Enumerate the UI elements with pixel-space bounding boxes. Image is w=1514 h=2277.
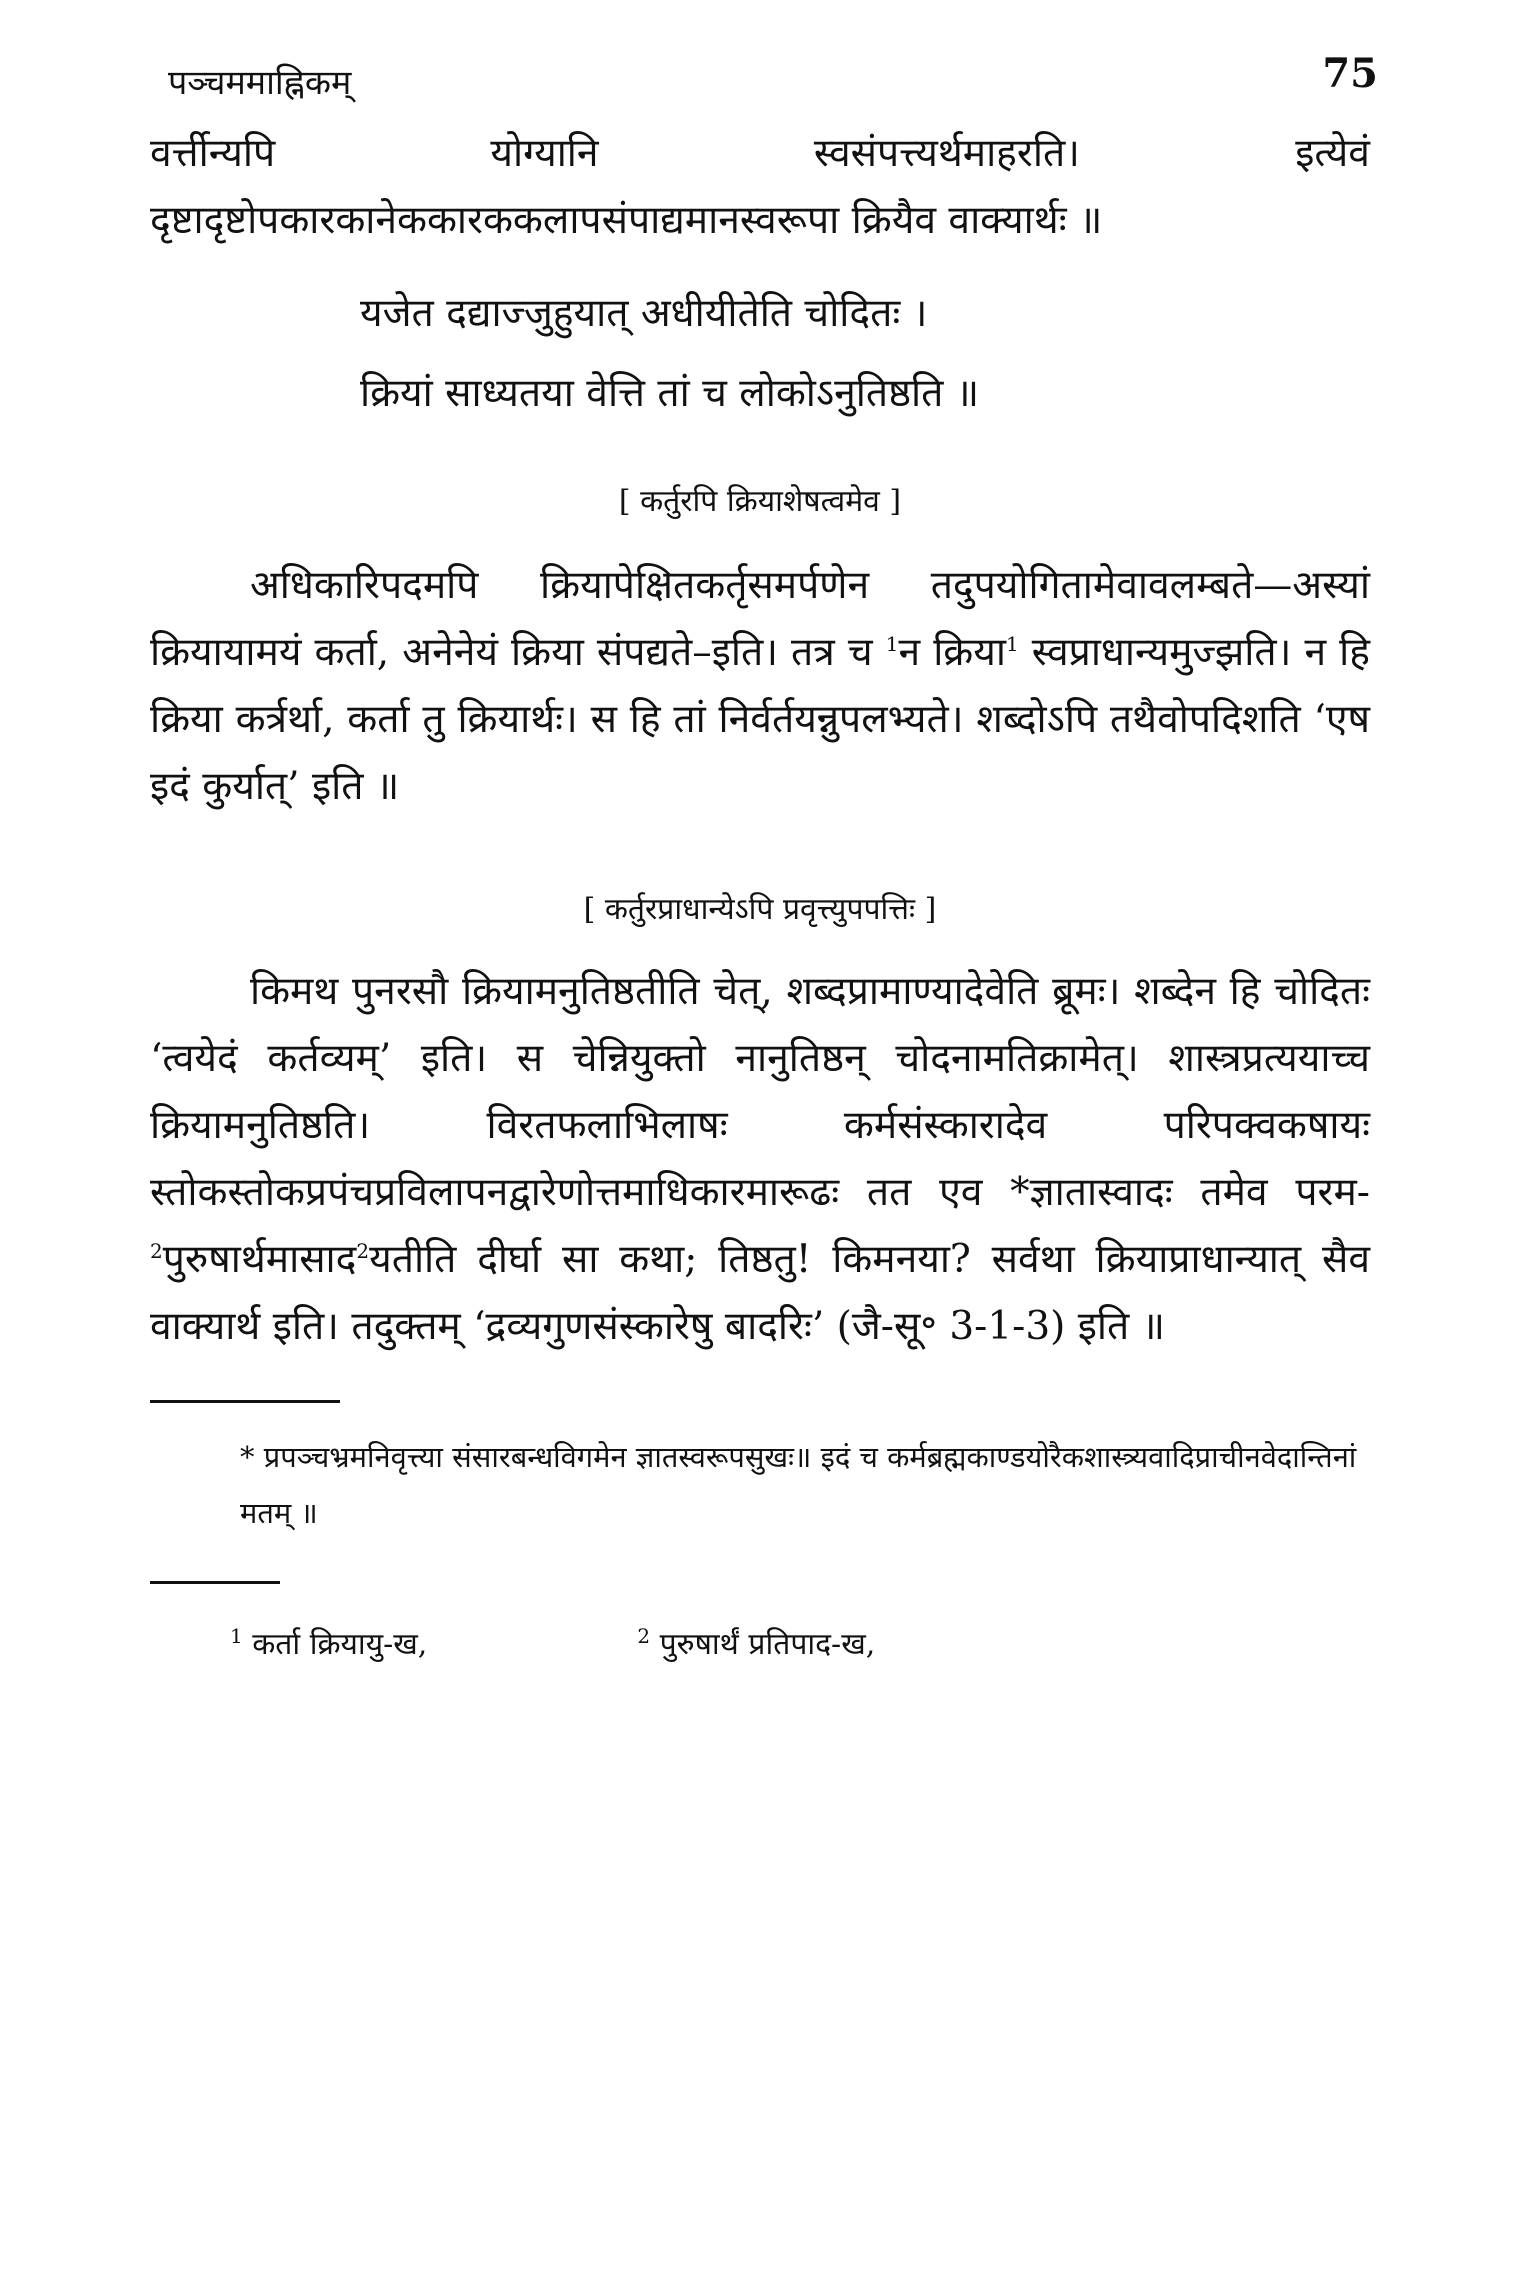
document-page xyxy=(150,40,1378,2240)
variant-reading-2 xyxy=(637,1620,875,1670)
paragraph-section-1 xyxy=(150,552,1370,820)
paragraph-section-2-part-a: किमथ पुनरसौ क्रियामनुतिष्ठतीति चेत्, शब्दप्रामाण्यादेवेति ब्रूमः। शब्देन हि चोदितः ‘त्वयेदं कर्तव्यम्’ इति। स चेन्नियुक्तो नानुतिष्ठन् चोदनामतिक्रामेत्। शास्त्रप्रत्ययाच्च क्रियामनुतिष्ठति। विरतफलाभिलाषः कर्मसंस्कारादेव परिपक्वकषायः स्तोकस्तोकप्रपंचप्रविलापनद्वारेणोत्तमाधिकारमारूढः तत एव xyxy=(150,969,1370,1215)
footnote-rule-2 xyxy=(150,1581,280,1584)
variant-text-1: कर्ता क्रियायु-ख, xyxy=(242,1627,428,1662)
variant-text-2: पुरुषार्थं प्रतिपाद-ख, xyxy=(650,1627,876,1662)
paragraph-section-2 xyxy=(150,958,1370,1360)
footnote-anchor-text-2: पुरुषार्थमासाद xyxy=(162,1237,357,1282)
footnote-marker-1: 1 xyxy=(885,632,899,656)
paragraph-section-1-part-a: अधिकारिपदमपि क्रियापेक्षितकर्तृसमर्पणेन तदुपयोगितामेवावलम्बते—अस्यां क्रियायामयं कर्ता, अनेनेयं क्रिया संपद्यते–इति। तत्र च xyxy=(150,563,1370,675)
footnote-star: * प्रपञ्चभ्रमनिवृत्त्या संसारबन्धविगमेन ज्ञातस्वरूपसुखः॥ इदं च कर्मब्रह्मकाण्डयोरैकशास्त्र्यवादिप्राचीनवेदान्तिनां मतम् ॥ xyxy=(240,1440,1357,1530)
page-number: 75 xyxy=(1322,50,1378,97)
paragraph-section-1-part-b: स्वप्राधान्यमुज्झति। न हि क्रिया कर्त्रर्था, कर्ता तु क्रियार्थः। स हि तां निर्वर्तयन्नुपलभ्यते। शब्दोऽपि तथैवोपदिशति ‘एष इदं कुर्यात्’ इति ॥ xyxy=(150,630,1370,809)
footnote-marker-2-close: 2 xyxy=(356,1239,370,1263)
footnote-anchor-text-1: न क्रिया xyxy=(898,630,1006,675)
footnote-marker-1-close: 1 xyxy=(1005,632,1019,656)
footnote-rule-1 xyxy=(150,1400,340,1403)
variant-readings xyxy=(150,1620,1370,1670)
variant-marker-2: 2 xyxy=(637,1624,651,1648)
footnote-marker-2: 2 xyxy=(150,1239,163,1263)
section-heading-2: [ कर्तुरप्राधान्येऽपि प्रवृत्त्युपपत्तिः ] xyxy=(583,892,937,927)
verse-block xyxy=(360,274,1370,434)
variant-reading-1 xyxy=(230,1620,427,1670)
verse-line-1: यजेत दद्याज्जुहुयात् अधीयीतेति चोदितः । xyxy=(360,291,928,336)
star-reference-text: *ज्ञातास्वादः तमेव परम- xyxy=(982,1170,1370,1215)
section-heading-1: [ कर्तुरपि क्रियाशेषत्वमेव ] xyxy=(618,484,902,519)
paragraph-intro: वर्त्तीन्यपि योग्यानि स्वसंपत्त्यर्थमाहरति। इत्येवं दृष्टादृष्टोपकारकानेककारककलापसंपाद्यमानस्वरूपा क्रियैव वाक्यार्थः ॥ xyxy=(150,131,1370,243)
paragraph-section-2-part-b: यतीति दीर्घा सा कथा; तिष्ठतु! किमनया? सर्वथा क्रियाप्राधान्यात् सैव वाक्यार्थ इति। तदुक्तम् ‘द्रव्यगुणसंस्कारेषु बादरिः’ (जै-सू॰ 3-1-3) इति ॥ xyxy=(150,1237,1370,1349)
chapter-title: पञ्चममाह्निकम् xyxy=(168,63,352,103)
running-head xyxy=(150,40,1378,120)
verse-line-2: क्रियां साध्यतया वेत्ति तां च लोकोऽनुतिष्ठति ॥ xyxy=(360,371,980,416)
variant-marker-1: 1 xyxy=(230,1624,243,1648)
